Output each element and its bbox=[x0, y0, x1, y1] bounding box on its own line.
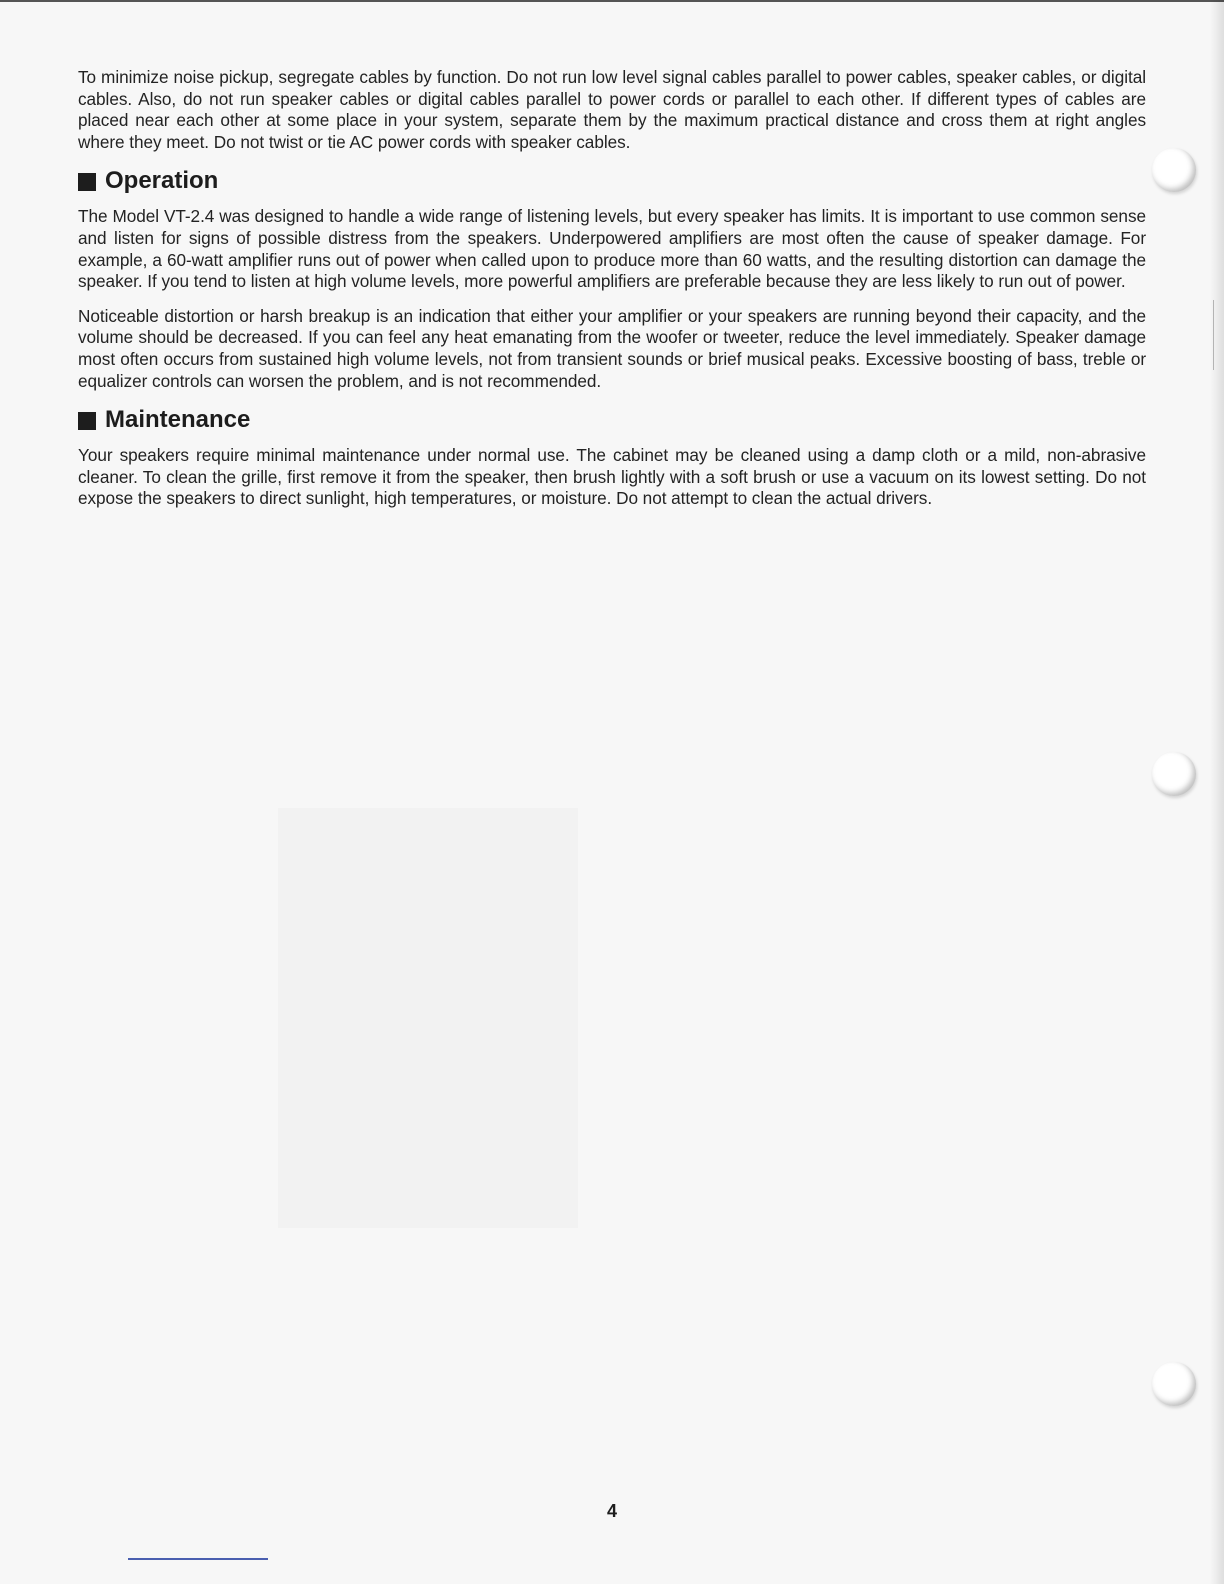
heading-bullet-icon bbox=[78, 173, 96, 191]
section-heading-maintenance bbox=[78, 406, 1146, 434]
binder-hole-bottom bbox=[1152, 1362, 1196, 1406]
operation-paragraph: The Model VT-2.4 was designed to handle a wide range of listening levels, but every speaker has limits. It is important to use common sense and listen for signs of possible distress from the speakers. Underpowered amplifiers are most often the cause of speaker damage. For example, a 60-watt amplifier runs out of power when called upon to produce more than 60 watts, and the resulting distortion can damage the speaker. If you tend to listen at high volume levels, more powerful amplifiers are preferable because they are less likely to run out of power. bbox=[78, 206, 1146, 292]
page-top-edge bbox=[0, 0, 1224, 2]
heading-title: Maintenance bbox=[105, 406, 251, 434]
binder-hole-top bbox=[1152, 148, 1196, 192]
heading-title: Operation bbox=[105, 167, 219, 195]
page-number: 4 bbox=[606, 1501, 617, 1521]
page-edge-shadow bbox=[1210, 0, 1224, 1584]
binder-hole-middle bbox=[1152, 752, 1196, 796]
maintenance-paragraph: Your speakers require minimal maintenance under normal use. The cabinet may be cleaned using a damp cloth or a mild, non-abrasive cleaner. To clean the grille, first remove it from the speaker, then brush lightly with a soft brush or use a vacuum on its lowest setting. Do not expose the speakers to direct sunlight, high temperatures, or moisture. Do not attempt to clean the actual drivers. bbox=[78, 445, 1146, 509]
document-body bbox=[78, 67, 1146, 523]
page-fold-mark bbox=[1213, 300, 1214, 370]
intro-paragraph: To minimize noise pickup, segregate cables by function. Do not run low level signal cables parallel to power cables, speaker cables, or digital cables. Also, do not run speaker cables or digital cables parallel to power cords or parallel to each other. If different types of cables are placed near each other at some place in your system, separate them by the maximum practical distance and cross them at right angles where they meet. Do not twist or tie AC power cords with speaker cables. bbox=[78, 67, 1146, 152]
operation-paragraph: Noticeable distortion or harsh breakup is an indication that either your amplifier or your speakers are running beyond their capacity, and the volume should be decreased. If you can feel any heat emanating from the woofer or tweeter, reduce the level immediately. Speaker damage most often occurs from sustained high volume levels, not from transient sounds or brief musical peaks. Excessive boosting of bass, treble or equalizer controls can worsen the problem, and is not recommended. bbox=[78, 305, 1146, 391]
heading-bullet-icon bbox=[78, 412, 96, 430]
show-through-block bbox=[278, 808, 578, 1228]
bottom-rule bbox=[128, 1558, 268, 1560]
section-heading-operation bbox=[78, 167, 1146, 195]
